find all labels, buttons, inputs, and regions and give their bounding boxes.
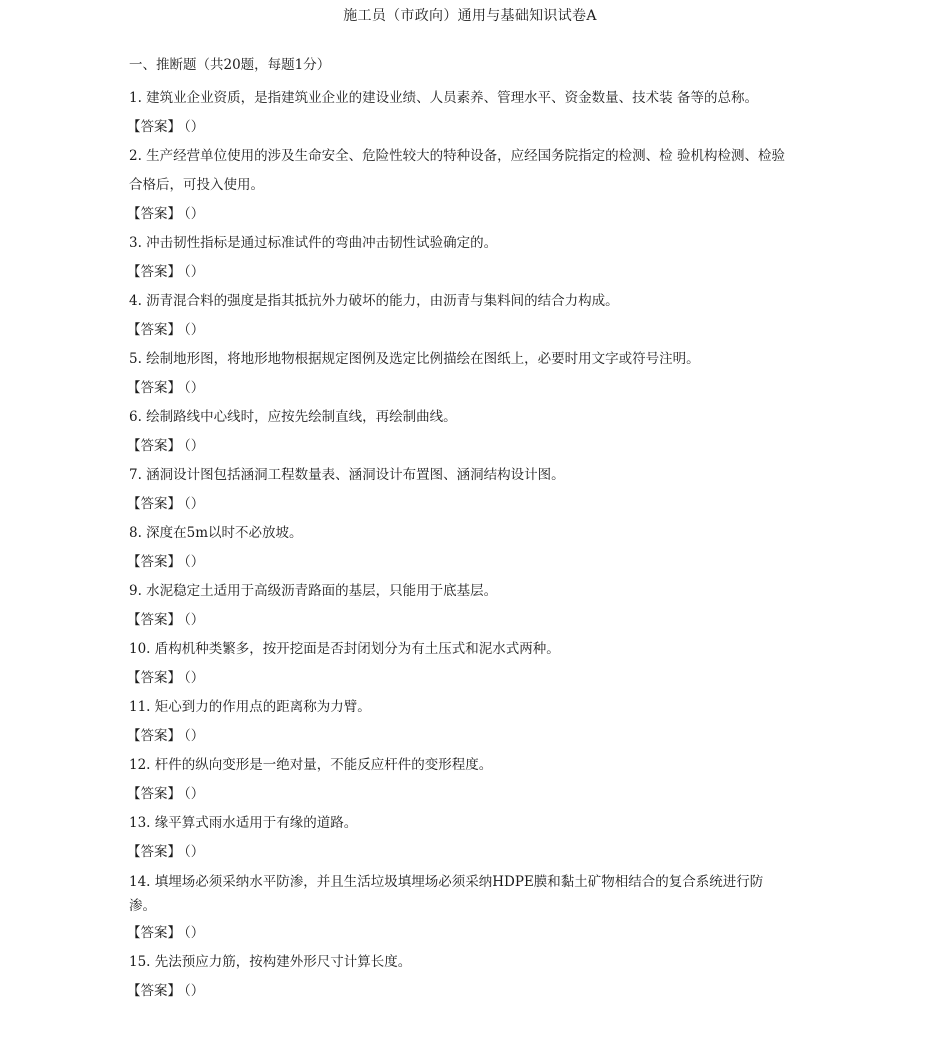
question-5: 5. 绘制地形图，将地形地物根据规定图例及选定比例描绘在图纸上，必要时用文字或符号注明。 xyxy=(129,351,700,367)
answer-line-8 xyxy=(127,548,789,577)
answer-label: 【答案】 xyxy=(127,612,181,628)
answer-line-6 xyxy=(127,432,789,461)
answer-line-5 xyxy=(127,374,789,403)
answer-line-13 xyxy=(127,838,789,867)
question-12: 12. 杆件的纵向变形是一绝对量，不能反应杆件的变形程度。 xyxy=(129,757,493,773)
question-11: 11. 矩心到力的作用点的距离称为力臂。 xyxy=(129,699,371,715)
answer-label: 【答案】 xyxy=(127,844,181,860)
answer-label: 【答案】 xyxy=(127,983,181,999)
question-4: 4. 沥青混合料的强度是指其抵抗外力破坏的能力，由沥青与集料间的结合力构成。 xyxy=(129,293,619,309)
question-3: 3. 冲击韧性指标是通过标准试件的弯曲冲击韧性试验确定的。 xyxy=(129,235,498,251)
answer-line-4 xyxy=(127,316,789,345)
answer-line-7 xyxy=(127,490,789,519)
question-13: 13. 缘平算式雨水适用于有缘的道路。 xyxy=(129,815,358,831)
answer-blank[interactable]: （） xyxy=(184,206,205,222)
answer-blank[interactable]: （） xyxy=(184,844,205,860)
question-2: 2. 生产经营单位使用的涉及生命安全、危险性较大的特种设备，应经国务院指定的检测、检 验机构检测、检验合格后，可投入使用。 xyxy=(129,148,785,193)
answer-label: 【答案】 xyxy=(127,554,181,570)
question-1: 1. 建筑业企业资质，是指建筑业企业的建设业绩、人员素养、管理水平、资金数量、技术装 备等的总称。 xyxy=(129,90,758,106)
answer-line-10 xyxy=(127,664,789,693)
answer-blank[interactable]: （） xyxy=(184,380,205,396)
answer-blank[interactable]: （） xyxy=(184,925,205,941)
answer-line-2 xyxy=(127,200,789,229)
answer-blank[interactable]: （） xyxy=(184,983,205,999)
answer-label: 【答案】 xyxy=(127,728,181,744)
question-list xyxy=(129,55,789,1006)
question-9: 9. 水泥稳定土适用于高级沥青路面的基层，只能用于底基层。 xyxy=(129,583,498,599)
answer-line-12 xyxy=(127,780,789,809)
answer-label: 【答案】 xyxy=(127,786,181,802)
answer-blank[interactable]: （） xyxy=(184,322,205,338)
answer-line-14 xyxy=(127,919,789,948)
answer-line-9 xyxy=(127,606,789,635)
question-15: 15. 先法预应力筋，按构建外形尺寸计算长度。 xyxy=(129,954,412,970)
answer-blank[interactable]: （） xyxy=(184,496,205,512)
section-heading: 一、推断题（共20题，每题1分） xyxy=(129,57,331,73)
answer-blank[interactable]: （） xyxy=(184,438,205,454)
answer-label: 【答案】 xyxy=(127,206,181,222)
answer-line-3 xyxy=(127,258,789,287)
answer-line-11 xyxy=(127,722,789,751)
question-6: 6. 绘制路线中心线时，应按先绘制直线，再绘制曲线。 xyxy=(129,409,457,425)
question-7: 7. 涵洞设计图包括涵洞工程数量表、涵洞设计布置图、涵洞结构设计图。 xyxy=(129,467,565,483)
answer-blank[interactable]: （） xyxy=(184,612,205,628)
answer-blank[interactable]: （） xyxy=(184,264,205,280)
answer-line-15 xyxy=(127,977,789,1006)
answer-label: 【答案】 xyxy=(127,925,181,941)
answer-blank[interactable]: （） xyxy=(184,786,205,802)
answer-blank[interactable]: （） xyxy=(184,728,205,744)
answer-blank[interactable]: （） xyxy=(184,119,205,135)
question-14: 14. 填埋场必须采纳水平防渗，并且生活垃圾填埋场必须采纳HDPE膜和黏土矿物相结合的复合系统进行防渗。 xyxy=(129,874,764,914)
answer-line-1 xyxy=(127,113,789,142)
question-8: 8. 深度在5m以时不必放坡。 xyxy=(129,525,303,541)
answer-label: 【答案】 xyxy=(127,670,181,686)
answer-label: 【答案】 xyxy=(127,264,181,280)
answer-label: 【答案】 xyxy=(127,322,181,338)
page-title: 施工员（市政向）通用与基础知识试卷A xyxy=(343,8,597,24)
answer-label: 【答案】 xyxy=(127,119,181,135)
answer-label: 【答案】 xyxy=(127,496,181,512)
question-10: 10. 盾构机种类繁多，按开挖面是否封闭划分为有土压式和泥水式两种。 xyxy=(129,641,560,657)
answer-blank[interactable]: （） xyxy=(184,670,205,686)
answer-label: 【答案】 xyxy=(127,438,181,454)
answer-blank[interactable]: （） xyxy=(184,554,205,570)
answer-label: 【答案】 xyxy=(127,380,181,396)
